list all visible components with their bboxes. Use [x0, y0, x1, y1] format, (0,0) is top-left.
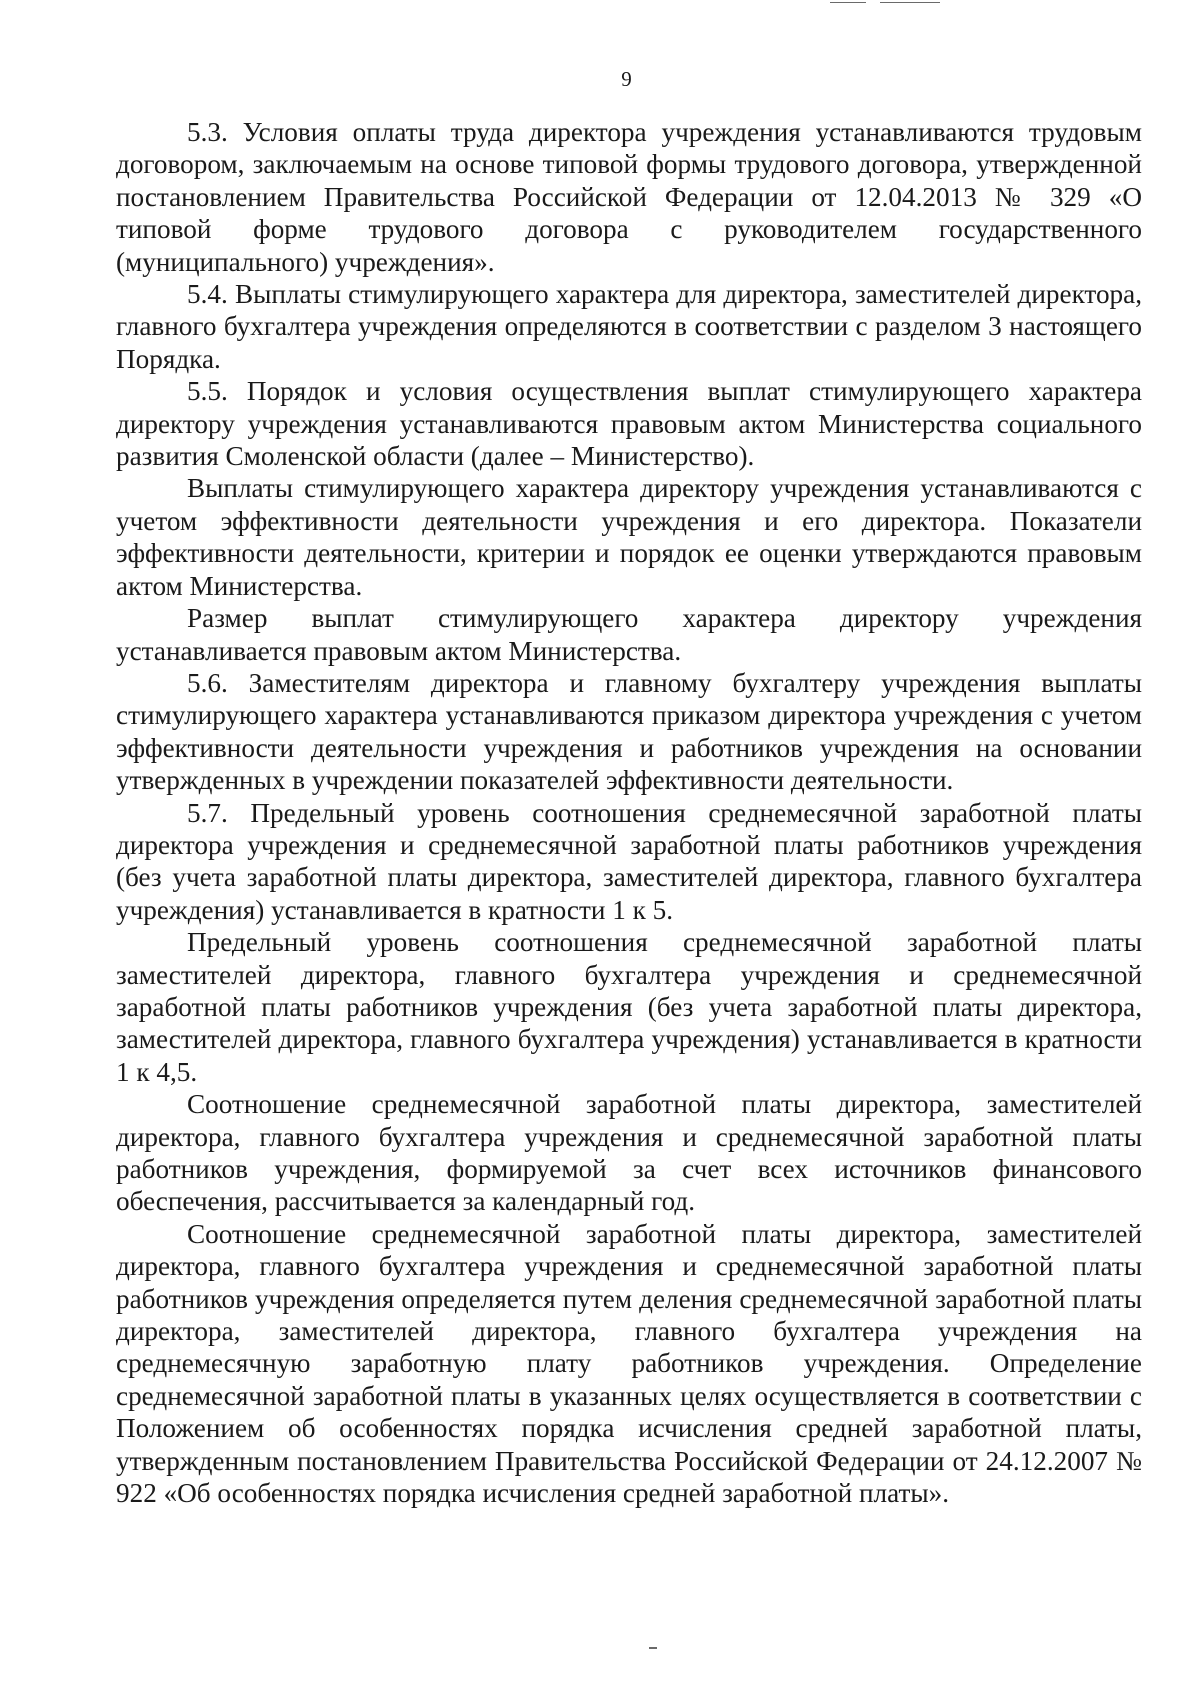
- document-body: [116, 116, 1142, 1509]
- scan-artifact-bottom: [649, 1647, 657, 1649]
- scan-artifact-top-2: [880, 2, 940, 3]
- paragraph-incentive-amount: Размер выплат стимулирующего характера директору учреждения устанавливается правовым актом Министерства.: [116, 603, 1142, 666]
- paragraph-deputy-ratio: Предельный уровень соотношения среднемесячной заработной платы заместителей директора, главного бухгалтера учреждения и среднемесячной заработной платы работников учреждения (без учета заработной платы директора, заместителей директора, главного бухгалтера учреждения) устанавливается в кратности 1 к 4,5.: [116, 927, 1142, 1087]
- paragraph-5-5: 5.5. Порядок и условия осуществления выплат стимулирующего характера директору учреждения устанавливаются правовым актом Министерства социального развития Смоленской области (далее – Министерство).: [116, 376, 1142, 472]
- paragraph-5-3: 5.3. Условия оплаты труда директора учреждения устанавливаются трудовым договором, заключаемым на основе типовой формы трудового договора, утвержденной постановлением Правительства Российской Федерации от 12.04.2013 № 329 «О типовой форме трудового договора с руководителем государственного (муниципального) учреждения».: [116, 117, 1142, 277]
- scan-artifact-top-1: [830, 2, 866, 3]
- paragraph-ratio-calculation-period: Соотношение среднемесячной заработной платы директора, заместителей директора, главного бухгалтера учреждения и среднемесячной заработной платы работников учреждения, формируемой за счет всех источников финансового обеспечения, рассчитывается за календарный год.: [116, 1089, 1142, 1217]
- paragraph-5-6: 5.6. Заместителям директора и главному бухгалтеру учреждения выплаты стимулирующего характера устанавливаются приказом директора учреждения с учетом эффективности деятельности учреждения и работников учреждения на основании утвержденных в учреждении показателей эффективности деятельности.: [116, 667, 1142, 796]
- paragraph-5-4: 5.4. Выплаты стимулирующего характера для директора, заместителей директора, главного бухгалтера учреждения определяются в соответствии с разделом 3 настоящего Порядка.: [116, 279, 1142, 374]
- page-number: 9: [621, 67, 632, 91]
- paragraph-ratio-method: Соотношение среднемесячной заработной платы директора, заместителей директора, главного бухгалтера учреждения и среднемесячной заработной платы работников учреждения определяется путем деления среднемесячной заработной платы директора, заместителей директора, главного бухгалтера учреждения на среднемесячную заработную плату работников учреждения. Определение среднемесячной заработной платы в указанных целях осуществляется в соответствии с Положением об особенностях порядка исчисления средней заработной платы, утвержденным постановлением Правительства Российской Федерации от 24.12.2007 № 922 «Об особенностях порядка исчисления средней заработной платы».: [116, 1218, 1142, 1509]
- paragraph-5-7: 5.7. Предельный уровень соотношения среднемесячной заработной платы директора учреждения и среднемесячной заработной платы работников учреждения (без учета заработной платы директора, заместителей директора, главного бухгалтера учреждения) устанавливается в кратности 1 к 5.: [116, 797, 1142, 925]
- paragraph-director-incentive: Выплаты стимулирующего характера директору учреждения устанавливаются с учетом эффективности деятельности учреждения и его директора. Показатели эффективности деятельности, критерии и порядок ее оценки утверждаются правовым актом Министерства.: [116, 473, 1142, 601]
